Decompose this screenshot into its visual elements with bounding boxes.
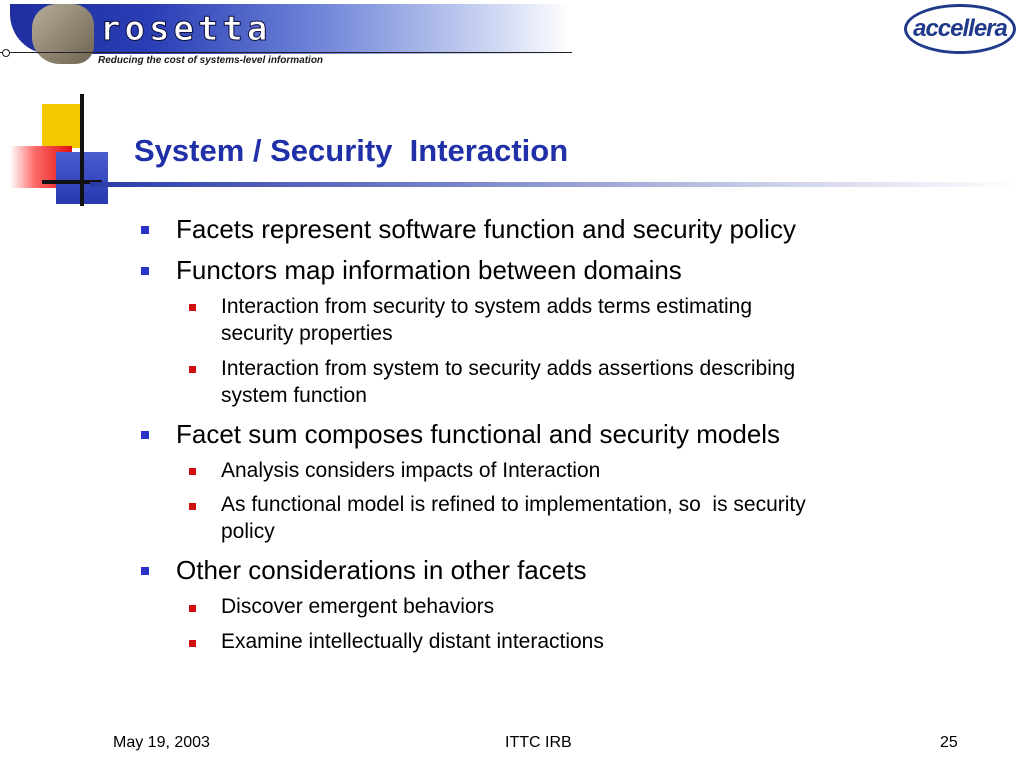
banner-swoosh [10, 4, 570, 54]
banner-underline [0, 52, 572, 53]
bullet-level1: Facets represent software function and security policy [176, 214, 796, 244]
banner-tagline: Reducing the cost of systems-level information [98, 55, 324, 66]
footer-center-label: ITTC IRB [505, 734, 572, 751]
bullet-marker-level2 [189, 503, 196, 510]
footer-page-number: 25 [940, 734, 958, 751]
bullet-marker-level1 [141, 431, 149, 439]
bullet-level2-continuation: security properties [221, 322, 393, 345]
accellera-logo-text: accellera [913, 15, 1007, 42]
bullet-level2: Interaction from system to security adds assertions describing [221, 357, 796, 380]
rosetta-banner [0, 0, 590, 70]
banner-dot [2, 49, 10, 57]
bullet-level2: Interaction from security to system adds terms estimating [221, 295, 753, 318]
rosetta-stone-icon [32, 4, 94, 64]
bullet-level2: Analysis considers impacts of Interaction [221, 459, 601, 482]
slide-title: System / Security Interaction [134, 133, 569, 168]
bullet-marker-level1 [141, 226, 149, 234]
bullet-level1: Functors map information between domains [176, 255, 682, 285]
decor-yellow-block [42, 104, 80, 148]
bullet-level2: Examine intellectually distant interactions [221, 630, 604, 653]
bullet-marker-level2 [189, 605, 196, 612]
accellera-logo [904, 4, 1016, 54]
bullet-marker-level2 [189, 304, 196, 311]
bullet-marker-level2 [189, 366, 196, 373]
bullet-level2: As functional model is refined to implementation, so is security [221, 493, 806, 516]
bullet-level2: Discover emergent behaviors [221, 595, 495, 618]
bullet-marker-level2 [189, 468, 196, 475]
banner-brand-word: rosetta [100, 9, 272, 49]
bullet-marker-level1 [141, 267, 149, 275]
bullet-level2-continuation: system function [221, 384, 367, 407]
bullet-level1: Other considerations in other facets [176, 555, 587, 585]
bullet-level1: Facet sum composes functional and security models [176, 419, 781, 449]
bullet-level2-continuation: policy [221, 520, 275, 543]
footer-date: May 19, 2003 [113, 734, 210, 751]
decor-vertical-line [80, 94, 84, 206]
bullet-marker-level1 [141, 567, 149, 575]
title-underline [90, 182, 1020, 187]
bullet-marker-level2 [189, 640, 196, 647]
